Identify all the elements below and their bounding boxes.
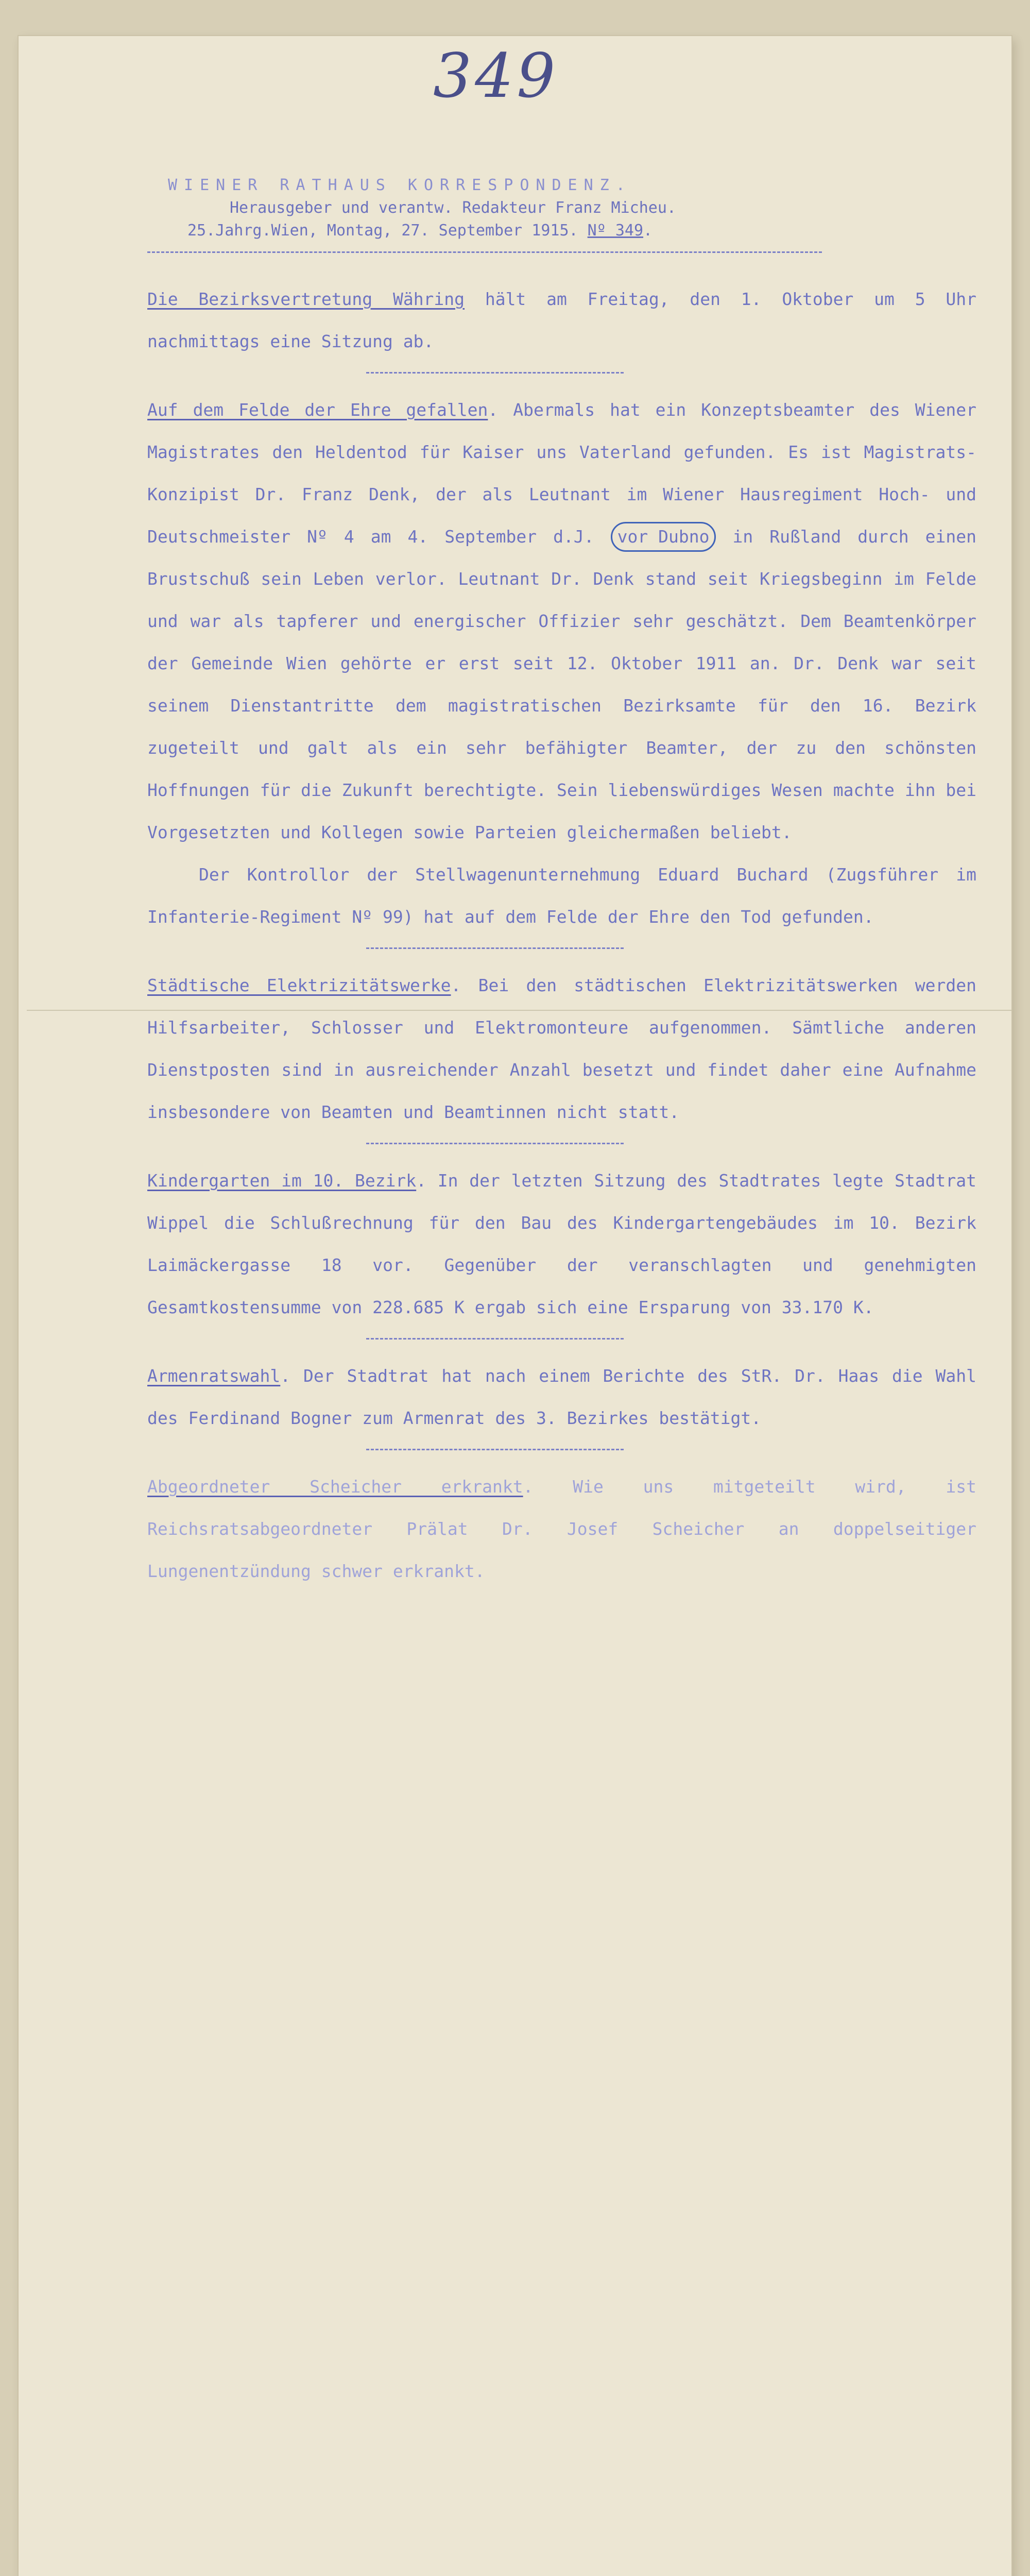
article-scheicher [147,1466,976,1592]
pencil-circled-annotation: vor Dubno [611,522,716,552]
article-elektrizitaetswerke [147,964,976,1133]
article-heading: Kindergarten im 10. Bezirk [147,1171,417,1191]
article-text: . Abermals hat ein Konzeptsbeamter des Wiener Magistrates den Heldentod für Kaiser uns Vaterland gefunden. Es ist Magistrats-Konzipist Dr. Franz Denk, der als Leutnant im Wiener Hausregiment Hoch- und Deutschmeister Nº 4 am 4. September d.J. [147,400,976,547]
folio-number: 349 [433,40,559,111]
article-armenratswahl [147,1355,976,1439]
article-heading: Abgeordneter Scheicher erkrankt [147,1477,523,1497]
article-text: . Der Stadtrat hat nach einem Berichte des StR. Dr. Haas die Wahl des Ferdinand Bogner zum Armenrat des 3. Bezirkes bestätigt. [147,1366,976,1428]
masthead-editor-line: Herausgeber und verantw. Redakteur Franz Micheu. [230,199,676,217]
masthead-divider [147,251,822,253]
issue-number: Nº 349 [587,222,644,240]
masthead-title: WIENER RATHAUS KORRESPONDENZ. [168,176,632,194]
article-bezirksvertretung [147,278,976,363]
article-text-continued: in Rußland durch einen Brustschuß sein Leben verlor. Leutnant Dr. Denk stand seit Kriegsbeginn im Felde und war als tapferer und energischer Offizier sehr geschätzt. Dem Beamtenkörper der Gemeinde Wien gehörte er erst seit 12. Oktober 1911 an. Dr. Denk war seit seinem Dienstantritte dem magistratischen Bezirksamte für den 16. Bezirk zugeteilt und galt als ein sehr befähigter Beamter, der zu den schönsten Hoffnungen für die Zukunft berechtigte. Sein liebenswürdiges Wesen machte ihn bei Vorgesetzten und Kollegen sowie Parteien gleichermaßen beliebt. [147,527,976,842]
document-body [147,278,976,1592]
masthead [168,174,676,242]
article-text: . In der letzten Sitzung des Stadtrates legte Stadtrat Wippel die Schlußrechnung für den Bau des Kindergartengebäudes im 10. Bezirk Laimäckergasse 18 vor. Gegenüber der veranschlagten und genehmigten Gesamtkostensumme von 228.685 K ergab sich eine Ersparung von 33.170 K. [147,1171,976,1317]
article-heading: Auf dem Felde der Ehre gefallen [147,400,488,420]
article-heading: Städtische Elektrizitätswerke [147,975,451,995]
masthead-issue-date: 25.Jahrg.Wien, Montag, 27. September 1915. [187,222,588,240]
section-divider [366,1143,624,1144]
article-text: . Bei den städtischen Elektrizitätswerken werden Hilfsarbeiter, Schlosser und Elektromonteure aufgenommen. Sämtliche anderen Dienstposten sind in ausreichender Anzahl besetzt und findet daher eine Aufnahme insbesondere von Beamten und Beamtinnen nicht statt. [147,975,976,1122]
article-heading: Armenratswahl [147,1366,281,1386]
article-kindergarten [147,1160,976,1329]
article-text: hält am Freitag, den 1. Oktober um 5 Uhr nachmittags eine Sitzung ab. [147,289,976,351]
section-divider [366,1338,624,1340]
document-page [19,36,1011,2576]
section-divider [366,372,624,374]
section-divider [366,1449,624,1450]
masthead-issue-end: . [643,222,653,240]
article-text: . Wie uns mitgeteilt wird, ist Reichsratsabgeordneter Prälat Dr. Josef Scheicher an doppelseitiger Lungenentzündung schwer erkrankt. [147,1477,977,1581]
masthead-issue-line [168,219,676,242]
section-divider [366,947,624,949]
article-gefallen [147,389,976,854]
article-heading: Die Bezirksvertretung Währing [147,289,465,309]
article-gefallen-addendum: Der Kontrollor der Stellwagenunternehmung Eduard Buchard (Zugsführer im Infanterie-Regiment Nº 99) hat auf dem Felde der Ehre den Tod gefunden. [147,865,976,927]
